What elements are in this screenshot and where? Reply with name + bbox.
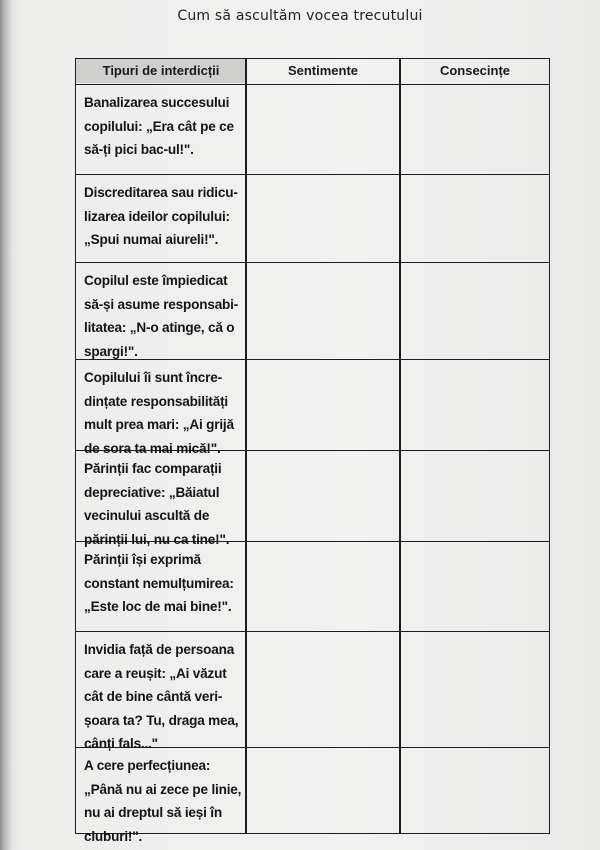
interdictions-table — [75, 58, 550, 844]
row-6-text: Părinții își exprimă constant nemulțumirea: „Este loc de mai bine!". — [84, 552, 234, 614]
row-1-text: Banalizarea succesului copilului: „Era cât pe ce să-ți pici bac-ul!". — [84, 95, 234, 157]
row-4-text: Copilului îi sunt încre- dințate responsabilități mult prea mari: „Ai grijă de sora ta mai mică!". — [84, 370, 234, 456]
row-5-text: Părinții fac comparații depreciative: „Băiatul vecinului ascultă de părinții lui, nu ca tine!". — [84, 461, 230, 547]
row-2-text: Discreditarea sau ridicu- lizarea ideilor copilului: „Spui numai aiureli!". — [84, 185, 238, 247]
table-row — [76, 360, 549, 456]
table-row — [76, 263, 549, 360]
column-divider — [245, 59, 247, 833]
header-sentimente: Sentimente — [287, 63, 359, 78]
header-consecinte: Consecințe — [439, 63, 511, 78]
page-binding-edge — [0, 0, 12, 850]
table-row — [76, 451, 549, 547]
column-divider — [399, 59, 401, 833]
row-8-text: A cere perfecțiunea: „Până nu ai zece pe linie, nu ai dreptul să ieși în cluburi!". — [84, 758, 242, 844]
row-7-text: Invidia față de persoana care a reușit: „Ai văzut cât de bine cântă veri- șoara ta? Tu, draga mea, cânți fals..." — [84, 642, 239, 751]
row-3-text: Copilul este împiedicat să-și asume responsabi- litatea: „N-o atinge, că o spargi!". — [84, 273, 239, 359]
header-tipuri: Tipuri de interdicții — [76, 59, 246, 83]
table-row — [76, 175, 549, 263]
table-row — [76, 748, 549, 844]
table-header-row — [76, 59, 549, 85]
page-title: Cum să ascultăm vocea trecutului — [177, 8, 423, 24]
table-row — [76, 85, 549, 175]
table-row — [76, 542, 549, 632]
table-row — [76, 632, 549, 751]
